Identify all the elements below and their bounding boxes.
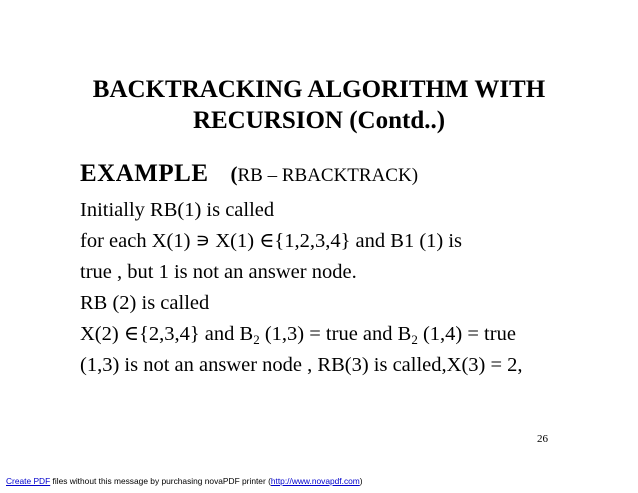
example-paren: (: [230, 162, 238, 186]
body-line-1: Initially RB(1) is called: [80, 199, 275, 221]
create-pdf-link[interactable]: Create PDF: [6, 476, 51, 486]
example-subtitle: RB – RBACKTRACK): [237, 165, 419, 186]
slide-title: [0, 74, 638, 136]
footer-text-end: ): [359, 476, 363, 486]
title-line-1: BACKTRACKING ALGORITHM WITH: [92, 76, 546, 103]
body-line-6: (1,3) is not an answer node , RB(3) is called,X(3) = 2,: [80, 354, 523, 376]
body-line-5-part-c: (1,4) = true: [417, 323, 516, 345]
body-line-5-part-b: (1,3) = true and B: [259, 323, 412, 345]
example-heading: EXAMPLE: [80, 160, 209, 187]
novapdf-link[interactable]: http://www.novapdf.com: [270, 476, 360, 486]
body-line-2: for each X(1) ∍ X(1) ∈{1,2,3,4} and B1 (1) is: [80, 230, 463, 252]
footer-text: files without this message by purchasing novaPDF printer (: [50, 476, 271, 486]
body-line-4: RB (2) is called: [80, 292, 210, 314]
subscript-2a: 2: [253, 332, 260, 347]
title-line-2: RECURSION (Contd..): [192, 107, 446, 134]
slide-body: [80, 158, 630, 381]
page-number: 26: [537, 433, 548, 445]
subscript-2b: 2: [411, 332, 418, 347]
footer-notice: [6, 476, 363, 486]
body-line-5: [80, 319, 630, 350]
body-line-5-part-a: X(2) ∈{2,3,4} and B: [80, 323, 254, 345]
body-line-3: true , but 1 is not an answer node.: [80, 261, 357, 283]
example-line: [80, 158, 630, 191]
